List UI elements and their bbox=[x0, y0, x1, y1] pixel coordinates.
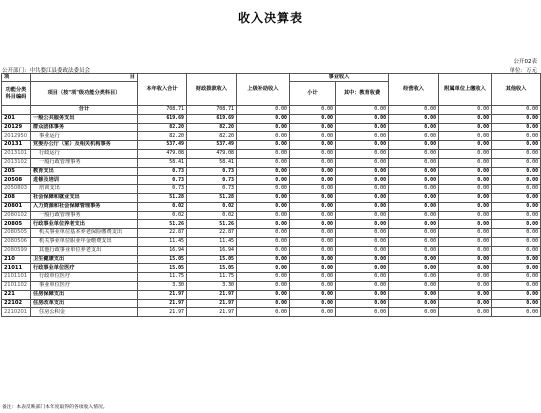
row-name: 一般行政管理事务 bbox=[31, 211, 138, 220]
row-value: 0.00 bbox=[290, 281, 336, 290]
row-value: 0.00 bbox=[237, 273, 290, 282]
row-code: 20508 bbox=[2, 176, 31, 185]
row-name: 人力资源和社会保障管理事务 bbox=[31, 202, 138, 211]
row-name: 社会保障和就业支出 bbox=[31, 193, 138, 202]
row-value: 0.00 bbox=[237, 149, 290, 158]
table-row bbox=[2, 167, 541, 176]
row-value: 21.97 bbox=[138, 290, 187, 299]
row-value: 3.30 bbox=[187, 281, 237, 290]
row-value: 11.75 bbox=[138, 273, 187, 282]
row-value: 0.00 bbox=[336, 220, 389, 229]
row-value: 708.71 bbox=[138, 106, 187, 115]
row-value: 0.00 bbox=[290, 273, 336, 282]
row-value: 0.00 bbox=[237, 211, 290, 220]
table-row bbox=[2, 264, 541, 273]
table-row bbox=[2, 185, 541, 194]
row-value: 21.97 bbox=[187, 290, 237, 299]
row-value: 0.00 bbox=[389, 237, 439, 246]
row-value: 15.05 bbox=[138, 255, 187, 264]
row-value: 0.00 bbox=[237, 141, 290, 150]
row-value: 0.00 bbox=[336, 114, 389, 123]
row-value: 0.00 bbox=[336, 176, 389, 185]
row-value: 82.20 bbox=[187, 132, 237, 141]
row-value: 0.73 bbox=[138, 185, 187, 194]
row-code: 221 bbox=[2, 290, 31, 299]
row-value: 22.87 bbox=[187, 229, 237, 238]
row-value: 0.00 bbox=[389, 281, 439, 290]
row-value: 708.71 bbox=[187, 106, 237, 115]
row-name: 党委办公厅（室）及相关机构事务 bbox=[31, 141, 138, 150]
row-value: 0.00 bbox=[439, 132, 492, 141]
row-value: 0.00 bbox=[439, 193, 492, 202]
row-value: 0.00 bbox=[336, 273, 389, 282]
row-name: 合计 bbox=[31, 106, 138, 115]
row-name: 行政单位医疗 bbox=[31, 273, 138, 282]
row-value: 0.00 bbox=[336, 211, 389, 220]
row-value: 0.00 bbox=[439, 308, 492, 317]
row-value: 0.00 bbox=[290, 132, 336, 141]
row-value: 0.00 bbox=[336, 185, 389, 194]
row-value: 51.28 bbox=[138, 193, 187, 202]
table-row bbox=[2, 176, 541, 185]
row-value: 0.00 bbox=[439, 211, 492, 220]
row-value: 11.75 bbox=[187, 273, 237, 282]
row-value: 0.00 bbox=[290, 299, 336, 308]
row-value: 0.00 bbox=[389, 158, 439, 167]
row-value: 0.00 bbox=[336, 281, 389, 290]
row-value: 0.00 bbox=[237, 123, 290, 132]
table-row bbox=[2, 237, 541, 246]
row-value: 16.94 bbox=[187, 246, 237, 255]
row-name: 住房保障支出 bbox=[31, 290, 138, 299]
row-value: 0.73 bbox=[187, 167, 237, 176]
header-operating-income: 经营收入 bbox=[389, 74, 439, 106]
row-value: 82.20 bbox=[187, 123, 237, 132]
row-value: 0.00 bbox=[336, 158, 389, 167]
row-value: 0.00 bbox=[439, 264, 492, 273]
row-value: 0.00 bbox=[389, 123, 439, 132]
row-value: 0.00 bbox=[336, 167, 389, 176]
unit-label: 单位：万元 bbox=[509, 68, 537, 74]
row-value: 0.00 bbox=[237, 299, 290, 308]
row-code bbox=[2, 106, 31, 115]
row-code: 2080102 bbox=[2, 211, 31, 220]
header-fiscal-income: 财政拨款收入 bbox=[187, 74, 237, 106]
row-value: 0.00 bbox=[336, 255, 389, 264]
row-code: 21011 bbox=[2, 264, 31, 273]
header-code: 功能分类科目编码 bbox=[2, 82, 31, 106]
row-value: 0.00 bbox=[389, 290, 439, 299]
row-value: 0.00 bbox=[389, 264, 439, 273]
header-business-income: 事业收入 bbox=[290, 74, 389, 82]
row-value: 0.00 bbox=[492, 141, 541, 150]
row-value: 0.00 bbox=[492, 158, 541, 167]
row-value: 0.00 bbox=[389, 229, 439, 238]
row-value: 0.00 bbox=[492, 106, 541, 115]
row-code: 208 bbox=[2, 193, 31, 202]
header-education-fee: 其中：教育收费 bbox=[336, 82, 389, 106]
row-value: 0.00 bbox=[336, 149, 389, 158]
row-name: 住房公积金 bbox=[31, 308, 138, 317]
row-value: 0.00 bbox=[492, 290, 541, 299]
row-value: 0.00 bbox=[237, 158, 290, 167]
footnote: 备注：本表反映部门本年度取得的各项收入情况。 bbox=[2, 405, 108, 410]
row-value: 0.00 bbox=[389, 114, 439, 123]
row-name: 行政事业单位养老支出 bbox=[31, 220, 138, 229]
row-value: 619.69 bbox=[138, 114, 187, 123]
row-value: 82.20 bbox=[138, 123, 187, 132]
row-value: 0.00 bbox=[439, 220, 492, 229]
row-code: 2012950 bbox=[2, 132, 31, 141]
row-value: 537.49 bbox=[187, 141, 237, 150]
row-value: 0.00 bbox=[290, 141, 336, 150]
row-value: 0.00 bbox=[492, 264, 541, 273]
row-name: 住房改革支出 bbox=[31, 299, 138, 308]
table-row bbox=[2, 193, 541, 202]
row-value: 0.00 bbox=[439, 202, 492, 211]
row-value: 0.00 bbox=[492, 299, 541, 308]
row-value: 21.97 bbox=[138, 308, 187, 317]
row-value: 0.00 bbox=[492, 185, 541, 194]
row-value: 0.00 bbox=[389, 308, 439, 317]
row-value: 58.41 bbox=[138, 158, 187, 167]
header-superior-subsidy: 上级补助收入 bbox=[237, 74, 290, 106]
row-value: 0.73 bbox=[138, 176, 187, 185]
row-name: 事业运行 bbox=[31, 132, 138, 141]
row-value: 0.00 bbox=[290, 246, 336, 255]
page-title: 收入决算表 bbox=[237, 11, 303, 25]
row-value: 0.00 bbox=[237, 290, 290, 299]
row-value: 0.00 bbox=[389, 255, 439, 264]
row-code: 20129 bbox=[2, 123, 31, 132]
row-value: 0.00 bbox=[492, 229, 541, 238]
row-value: 0.00 bbox=[237, 308, 290, 317]
row-name: 一般行政管理事务 bbox=[31, 158, 138, 167]
row-value: 0.00 bbox=[389, 220, 439, 229]
table-row bbox=[2, 202, 541, 211]
row-value: 11.45 bbox=[138, 237, 187, 246]
row-value: 0.00 bbox=[439, 176, 492, 185]
row-value: 0.73 bbox=[187, 185, 237, 194]
row-value: 0.00 bbox=[290, 255, 336, 264]
row-name: 机关事业单位职业年金缴费支出 bbox=[31, 237, 138, 246]
row-value: 0.00 bbox=[290, 167, 336, 176]
row-code: 2101101 bbox=[2, 273, 31, 282]
row-value: 0.00 bbox=[492, 167, 541, 176]
row-value: 0.73 bbox=[138, 167, 187, 176]
row-value: 0.00 bbox=[439, 299, 492, 308]
row-value: 479.08 bbox=[187, 149, 237, 158]
row-value: 0.00 bbox=[336, 229, 389, 238]
row-value: 0.00 bbox=[290, 158, 336, 167]
row-value: 0.00 bbox=[439, 114, 492, 123]
row-value: 0.00 bbox=[492, 308, 541, 317]
row-value: 0.00 bbox=[237, 132, 290, 141]
row-value: 0.00 bbox=[439, 158, 492, 167]
row-value: 51.26 bbox=[138, 220, 187, 229]
row-value: 0.02 bbox=[187, 202, 237, 211]
row-value: 11.45 bbox=[187, 237, 237, 246]
row-value: 619.69 bbox=[187, 114, 237, 123]
row-value: 21.97 bbox=[187, 299, 237, 308]
row-value: 15.05 bbox=[138, 264, 187, 273]
row-code: 2013101 bbox=[2, 149, 31, 158]
row-value: 0.00 bbox=[492, 246, 541, 255]
row-value: 0.00 bbox=[237, 255, 290, 264]
row-value: 0.00 bbox=[290, 176, 336, 185]
row-value: 0.00 bbox=[290, 211, 336, 220]
row-value: 21.97 bbox=[187, 308, 237, 317]
row-value: 0.00 bbox=[237, 193, 290, 202]
header-subtotal: 小计 bbox=[290, 82, 336, 106]
income-table bbox=[1, 73, 541, 317]
row-code: 210 bbox=[2, 255, 31, 264]
row-value: 0.00 bbox=[336, 299, 389, 308]
row-code: 2080599 bbox=[2, 246, 31, 255]
row-value: 0.00 bbox=[290, 264, 336, 273]
row-value: 0.00 bbox=[439, 273, 492, 282]
row-value: 0.00 bbox=[389, 273, 439, 282]
table-row bbox=[2, 299, 541, 308]
row-value: 0.00 bbox=[439, 141, 492, 150]
row-value: 0.00 bbox=[492, 255, 541, 264]
row-value: 0.00 bbox=[237, 229, 290, 238]
table-row bbox=[2, 158, 541, 167]
row-value: 0.00 bbox=[389, 193, 439, 202]
header-other-income: 其他收入 bbox=[492, 74, 541, 106]
row-value: 0.00 bbox=[237, 220, 290, 229]
row-value: 0.00 bbox=[439, 123, 492, 132]
row-name: 进修及培训 bbox=[31, 176, 138, 185]
table-body bbox=[2, 106, 541, 317]
table-row bbox=[2, 273, 541, 282]
row-value: 0.00 bbox=[336, 193, 389, 202]
row-value: 15.05 bbox=[187, 264, 237, 273]
row-value: 0.00 bbox=[389, 211, 439, 220]
row-value: 0.00 bbox=[290, 229, 336, 238]
row-value: 0.00 bbox=[439, 185, 492, 194]
row-value: 0.00 bbox=[336, 132, 389, 141]
row-value: 0.00 bbox=[439, 167, 492, 176]
row-value: 58.41 bbox=[187, 158, 237, 167]
row-value: 0.00 bbox=[389, 176, 439, 185]
row-value: 0.00 bbox=[389, 167, 439, 176]
row-value: 0.00 bbox=[290, 149, 336, 158]
row-value: 82.20 bbox=[138, 132, 187, 141]
table-row bbox=[2, 255, 541, 264]
row-value: 0.00 bbox=[492, 132, 541, 141]
row-code: 2080506 bbox=[2, 237, 31, 246]
row-value: 21.97 bbox=[138, 299, 187, 308]
row-value: 0.00 bbox=[492, 202, 541, 211]
row-value: 0.00 bbox=[237, 114, 290, 123]
row-value: 0.00 bbox=[336, 237, 389, 246]
row-code: 2210201 bbox=[2, 308, 31, 317]
row-value: 15.05 bbox=[187, 255, 237, 264]
row-value: 537.49 bbox=[138, 141, 187, 150]
table-row bbox=[2, 123, 541, 132]
row-name: 其他行政事业单位养老支出 bbox=[31, 246, 138, 255]
row-value: 0.00 bbox=[237, 281, 290, 290]
row-name: 事业单位医疗 bbox=[31, 281, 138, 290]
row-value: 0.00 bbox=[336, 308, 389, 317]
row-value: 0.00 bbox=[439, 149, 492, 158]
row-value: 0.00 bbox=[336, 290, 389, 299]
row-name: 培训支出 bbox=[31, 185, 138, 194]
table-row bbox=[2, 106, 541, 115]
row-value: 0.00 bbox=[336, 264, 389, 273]
row-value: 0.00 bbox=[389, 141, 439, 150]
row-value: 22.87 bbox=[138, 229, 187, 238]
row-value: 3.30 bbox=[138, 281, 187, 290]
row-code: 2080505 bbox=[2, 229, 31, 238]
row-name: 卫生健康支出 bbox=[31, 255, 138, 264]
row-code: 20131 bbox=[2, 141, 31, 150]
row-code: 201 bbox=[2, 114, 31, 123]
header-xiang: 项 bbox=[2, 74, 31, 82]
row-code: 205 bbox=[2, 167, 31, 176]
row-value: 0.00 bbox=[237, 167, 290, 176]
table-row bbox=[2, 141, 541, 150]
row-value: 0.00 bbox=[290, 185, 336, 194]
row-value: 0.73 bbox=[187, 176, 237, 185]
row-value: 0.00 bbox=[336, 246, 389, 255]
row-value: 0.00 bbox=[492, 149, 541, 158]
row-value: 0.00 bbox=[389, 106, 439, 115]
row-code: 22102 bbox=[2, 299, 31, 308]
table-row bbox=[2, 211, 541, 220]
row-value: 0.00 bbox=[237, 176, 290, 185]
row-value: 0.00 bbox=[237, 264, 290, 273]
row-value: 0.00 bbox=[290, 193, 336, 202]
row-value: 0.00 bbox=[492, 281, 541, 290]
row-value: 0.00 bbox=[237, 202, 290, 211]
row-value: 0.00 bbox=[389, 149, 439, 158]
row-name: 行政事业单位医疗 bbox=[31, 264, 138, 273]
row-value: 0.00 bbox=[492, 123, 541, 132]
header-name: 项目（按"项"级功能分类科目） bbox=[31, 82, 138, 106]
row-code: 2101102 bbox=[2, 281, 31, 290]
row-value: 0.00 bbox=[439, 281, 492, 290]
row-name: 教育支出 bbox=[31, 167, 138, 176]
row-value: 0.02 bbox=[187, 211, 237, 220]
row-value: 0.00 bbox=[290, 123, 336, 132]
row-value: 0.00 bbox=[389, 185, 439, 194]
row-value: 0.00 bbox=[237, 185, 290, 194]
table-row bbox=[2, 290, 541, 299]
row-value: 0.00 bbox=[439, 246, 492, 255]
table-row bbox=[2, 229, 541, 238]
row-name: 机关事业单位基本养老保险缴费支出 bbox=[31, 229, 138, 238]
row-value: 16.94 bbox=[138, 246, 187, 255]
table-row bbox=[2, 149, 541, 158]
row-value: 0.00 bbox=[389, 132, 439, 141]
table-row bbox=[2, 114, 541, 123]
row-name: 群众团体事务 bbox=[31, 123, 138, 132]
table-row bbox=[2, 308, 541, 317]
header-affiliated-income: 附属单位上缴收入 bbox=[439, 74, 492, 106]
row-code: 2013102 bbox=[2, 158, 31, 167]
row-value: 0.00 bbox=[237, 237, 290, 246]
header-total-income: 本年收入合计 bbox=[138, 74, 187, 106]
row-value: 0.00 bbox=[492, 193, 541, 202]
row-code: 20805 bbox=[2, 220, 31, 229]
row-value: 0.00 bbox=[439, 290, 492, 299]
row-value: 0.00 bbox=[290, 237, 336, 246]
row-value: 0.00 bbox=[492, 211, 541, 220]
row-value: 479.08 bbox=[138, 149, 187, 158]
row-value: 0.00 bbox=[290, 106, 336, 115]
row-value: 0.00 bbox=[237, 106, 290, 115]
row-value: 0.00 bbox=[439, 255, 492, 264]
row-name: 行政运行 bbox=[31, 149, 138, 158]
row-value: 0.00 bbox=[492, 176, 541, 185]
row-value: 0.00 bbox=[237, 246, 290, 255]
row-value: 0.02 bbox=[138, 211, 187, 220]
row-code: 20801 bbox=[2, 202, 31, 211]
row-value: 0.02 bbox=[138, 202, 187, 211]
row-value: 0.00 bbox=[336, 202, 389, 211]
department-label: 公开部门：中共婺江县委政法委员会 bbox=[2, 68, 91, 74]
row-value: 0.00 bbox=[290, 308, 336, 317]
row-value: 0.00 bbox=[389, 246, 439, 255]
row-value: 0.00 bbox=[290, 290, 336, 299]
table-row bbox=[2, 132, 541, 141]
row-value: 0.00 bbox=[492, 237, 541, 246]
header-mu: 目 bbox=[31, 74, 138, 82]
row-value: 0.00 bbox=[439, 106, 492, 115]
row-name: 一般公共服务支出 bbox=[31, 114, 138, 123]
table-row bbox=[2, 220, 541, 229]
table-number: 公开02表 bbox=[513, 59, 537, 65]
row-value: 0.00 bbox=[439, 229, 492, 238]
row-code: 2050803 bbox=[2, 185, 31, 194]
row-value: 0.00 bbox=[492, 273, 541, 282]
row-value: 0.00 bbox=[336, 106, 389, 115]
row-value: 0.00 bbox=[336, 141, 389, 150]
row-value: 0.00 bbox=[389, 202, 439, 211]
row-value: 51.26 bbox=[187, 220, 237, 229]
table-row bbox=[2, 281, 541, 290]
row-value: 0.00 bbox=[336, 123, 389, 132]
row-value: 0.00 bbox=[290, 114, 336, 123]
row-value: 0.00 bbox=[290, 220, 336, 229]
row-value: 51.28 bbox=[187, 193, 237, 202]
row-value: 0.00 bbox=[492, 114, 541, 123]
table-row bbox=[2, 246, 541, 255]
row-value: 0.00 bbox=[492, 220, 541, 229]
row-value: 0.00 bbox=[389, 299, 439, 308]
row-value: 0.00 bbox=[439, 237, 492, 246]
row-value: 0.00 bbox=[290, 202, 336, 211]
